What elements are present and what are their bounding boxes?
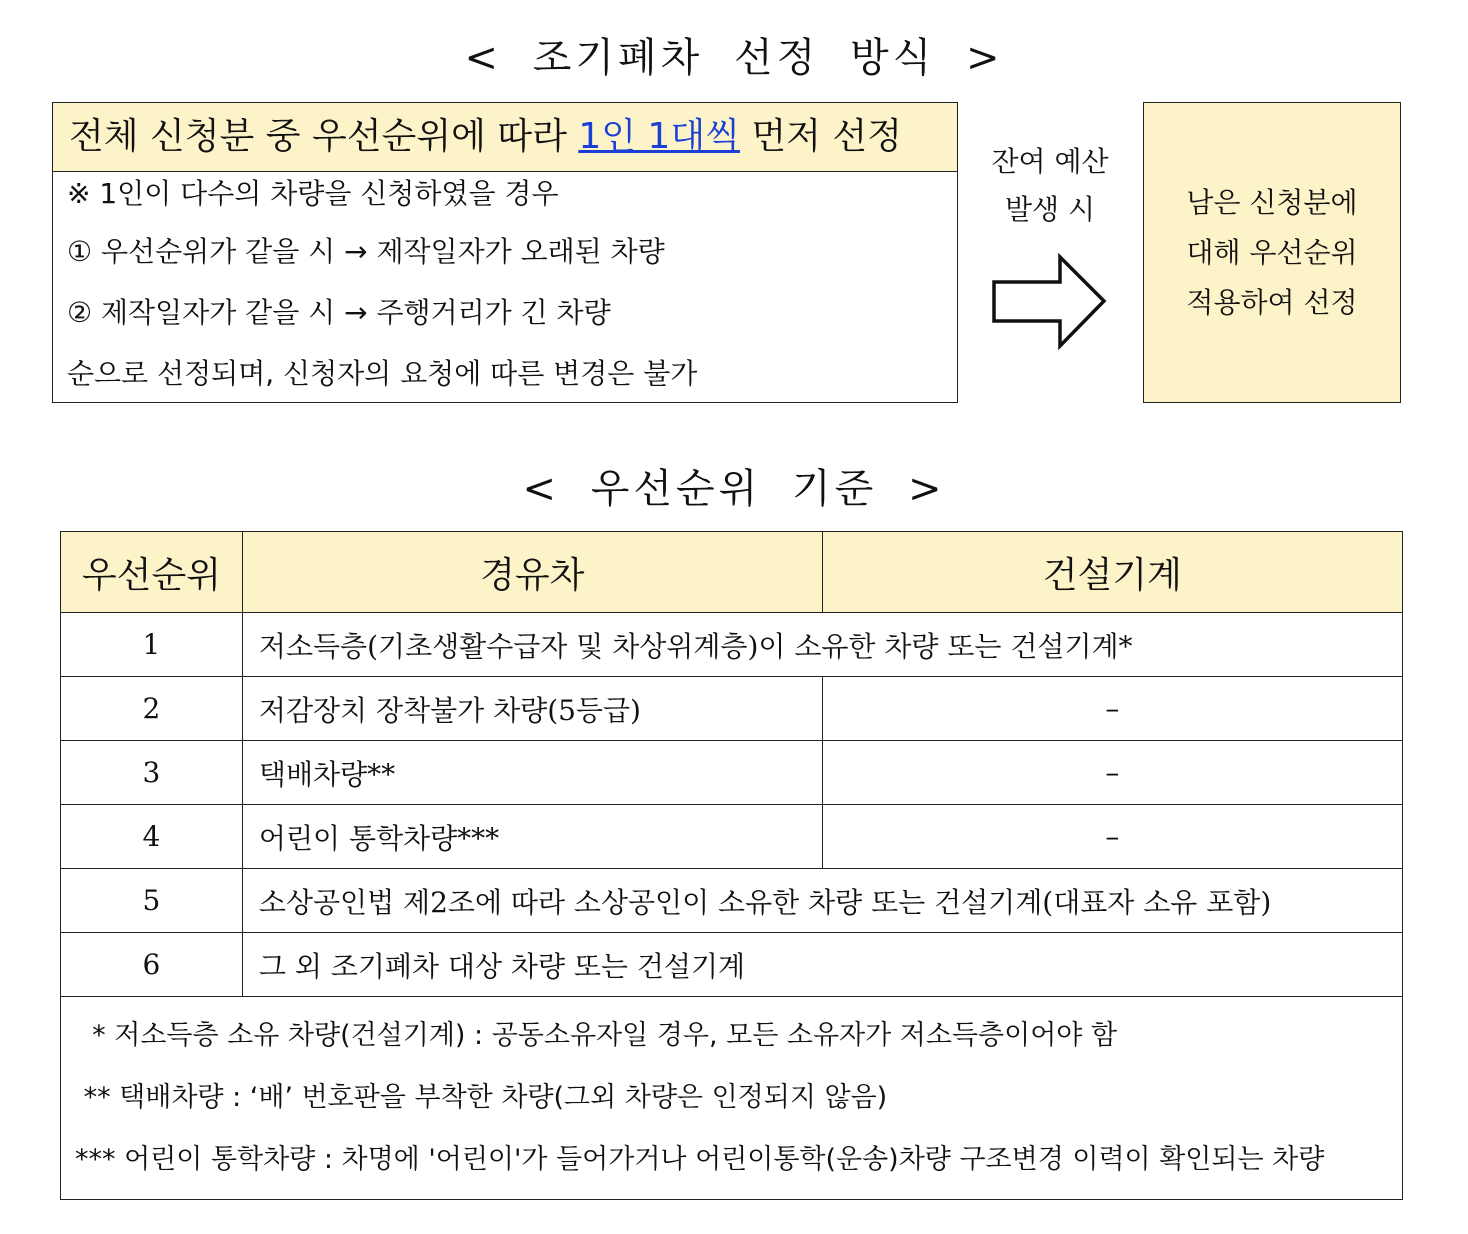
table-row [61,677,1403,741]
rank-cell: 4 [61,805,243,869]
table-header-row [61,532,1403,613]
selection-rule-header [53,103,957,172]
header-diesel: 경유차 [242,532,822,613]
priority-table [60,531,1403,1200]
header-text: 전체 신청분 중 우선순위에 따라 [69,116,579,157]
arrow-label-line: 잔여 예산 [991,145,1109,178]
right-arrow-icon [990,252,1110,352]
notes-cell [61,997,1403,1200]
selection-method-title: < 조기폐차 선정 방식 > [464,35,1004,81]
arrow-label [965,138,1135,234]
construction-cell: – [822,805,1402,869]
rank-cell: 5 [61,869,243,933]
table-row [61,933,1403,997]
table-row [61,805,1403,869]
header-construction: 건설기계 [822,532,1402,613]
table-row [61,613,1403,677]
diesel-cell: 어린이 통학차량*** [242,805,822,869]
result-line: 대해 우선순위 [1186,235,1358,269]
result-line: 남은 신청분에 [1186,185,1358,219]
merged-cell: 저소득층(기초생활수급자 및 차상위계층)이 소유한 차량 또는 건설기계* [242,613,1402,677]
arrow-label-line: 발생 시 [1004,193,1096,226]
selection-rule-box [52,102,958,403]
priority-title: < 우선순위 기준 > [522,466,946,512]
result-line: 적용하여 선정 [1186,285,1358,319]
construction-cell: – [822,677,1402,741]
rule-line: ① 우선순위가 같을 시 → 제작일자가 오래된 차량 [67,235,665,268]
rule-line: ② 제작일자가 같을 시 → 주행거리가 긴 차량 [67,296,611,329]
footnote: * 저소득층 소유 차량(건설기계) : 공동소유자일 경우, 모든 소유자가 저소득층이어야 함 [75,1020,1118,1051]
rank-cell: 2 [61,677,243,741]
rule-line: 순으로 선정되며, 신청자의 요청에 따른 변경은 불가 [67,357,698,390]
merged-cell: 소상공인법 제2조에 따라 소상공인이 소유한 차량 또는 건설기계(대표자 소유 포함) [242,869,1402,933]
table-row [61,869,1403,933]
header-highlight: 1인 1대씩 [578,116,740,157]
table-row [61,741,1403,805]
footnote: *** 어린이 통학차량 : 차명에 '어린이'가 들어가거나 어린이통학(운송)차량 구조변경 이력이 확인되는 차량 [75,1144,1325,1175]
footnote: ** 택배차량 : ‘배’ 번호판을 부착한 차량(그외 차량은 인정되지 않음) [75,1082,888,1113]
result-box [1143,102,1401,403]
rank-cell: 3 [61,741,243,805]
merged-cell: 그 외 조기폐차 대상 차량 또는 건설기계 [242,933,1402,997]
rule-line: ※ 1인이 다수의 차량을 신청하였을 경우 [67,177,559,210]
diesel-cell: 저감장치 장착불가 차량(5등급) [242,677,822,741]
notes-row [61,997,1403,1200]
header-text-end: 먼저 선정 [739,116,902,157]
header-priority: 우선순위 [61,532,243,613]
diesel-cell: 택배차량** [242,741,822,805]
rank-cell: 6 [61,933,243,997]
rank-cell: 1 [61,613,243,677]
construction-cell: – [822,741,1402,805]
